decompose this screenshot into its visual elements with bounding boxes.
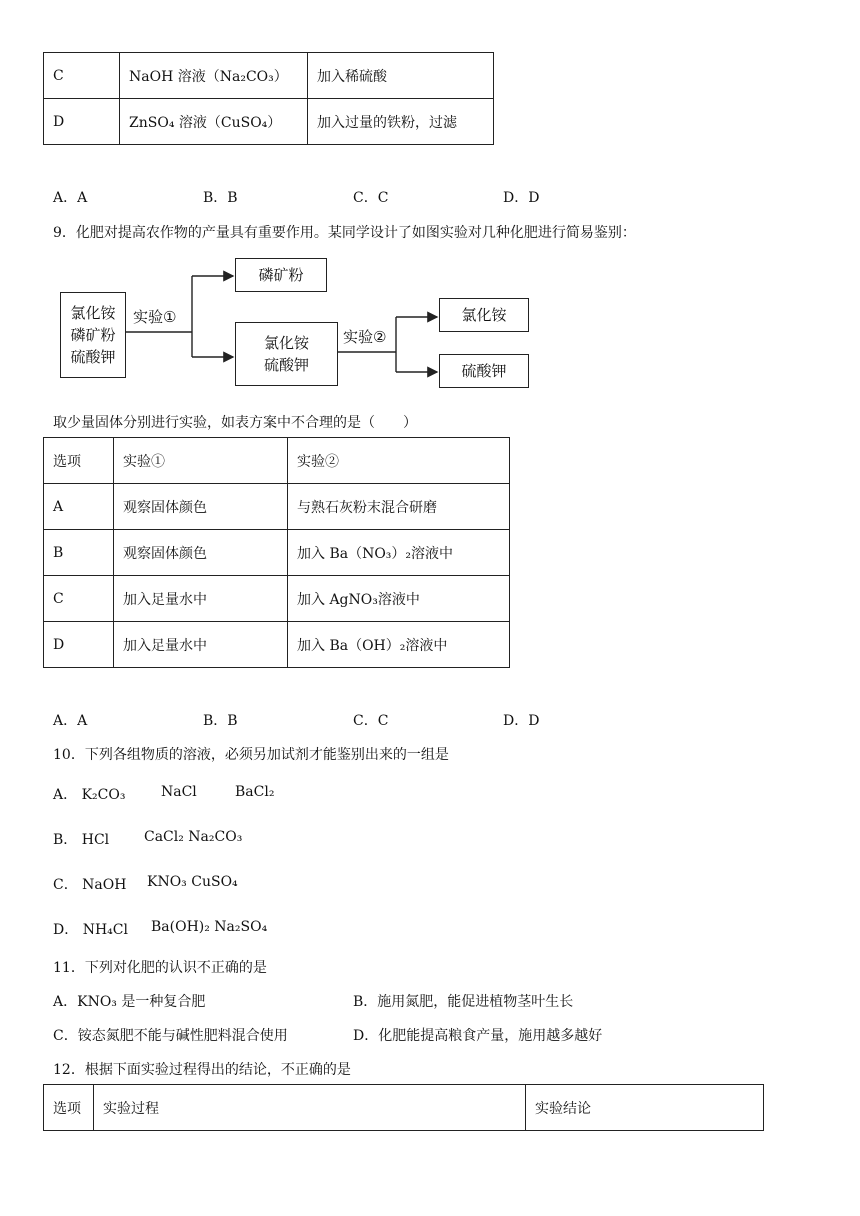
- table-cell: C: [44, 576, 114, 622]
- flow-start-line: 氯化铵: [70, 304, 116, 322]
- q8-table: [43, 52, 494, 145]
- table-header: 实验①: [114, 438, 288, 484]
- table-cell: NaOH 溶液（Na₂CO₃）: [120, 53, 308, 99]
- q9-option-d: D．D: [503, 713, 540, 729]
- q10-option-c: [53, 874, 126, 894]
- q10-option-d-item: Ba(OH)₂ Na₂SO₄: [151, 919, 268, 935]
- q11-option-c: C．铵态氮肥不能与碱性肥料混合使用: [53, 1028, 288, 1044]
- q8-option-d: D．D: [503, 190, 540, 206]
- q10-stem: 10．下列各组物质的溶液，必须另加试剂才能鉴别出来的一组是: [53, 747, 449, 763]
- flow-middle-line: 硫酸钾: [263, 356, 309, 374]
- q10-option-a-item: NaCl: [161, 784, 197, 800]
- table-cell: ZnSO₄ 溶液（CuSO₄）: [120, 99, 308, 145]
- q8-option-b: B．B: [203, 190, 238, 206]
- option-letter: C．: [53, 877, 78, 893]
- q10-option-c-item: KNO₃ CuSO₄: [147, 874, 238, 890]
- q11-option-d: D．化肥能提高粮食产量，施用越多越好: [353, 1028, 603, 1044]
- table-cell: C: [44, 53, 120, 99]
- table-cell: A: [44, 484, 114, 530]
- table-cell: D: [44, 622, 114, 668]
- q11-stem: 11．下列对化肥的认识不正确的是: [53, 960, 267, 976]
- option-item: NaOH: [82, 877, 127, 893]
- option-item: K₂CO₃: [81, 787, 126, 803]
- q10-option-a: [53, 784, 125, 804]
- flow-out-bottom-box: [439, 354, 529, 388]
- flow-out-top-label: 氯化铵: [461, 306, 507, 324]
- q9-question: 取少量固体分别进行实验，如表方案中不合理的是（ ）: [53, 415, 417, 431]
- table-cell: B: [44, 530, 114, 576]
- flow-exp1-top-label: 磷矿粉: [258, 266, 304, 284]
- table-cell: 与熟石灰粉末混合研磨: [288, 484, 510, 530]
- q12-table: [43, 1084, 764, 1131]
- option-letter: B．: [53, 832, 78, 848]
- flow-out-bottom-label: 硫酸钾: [461, 362, 507, 380]
- table-cell: 加入足量水中: [114, 622, 288, 668]
- option-item: HCl: [81, 832, 110, 848]
- q9-stem: 9．化肥对提高农作物的产量具有重要作用。某同学设计了如图实验对几种化肥进行简易鉴别：: [53, 225, 636, 241]
- q9-option-c: C．C: [353, 713, 389, 729]
- q8-option-a: A．A: [53, 190, 88, 206]
- table-cell: 观察固体颜色: [114, 530, 288, 576]
- option-letter: D．: [53, 922, 79, 938]
- table-cell: 加入 AgNO₃溶液中: [288, 576, 510, 622]
- flow-middle-line: 氯化铵: [263, 334, 309, 352]
- option-letter: A．: [53, 787, 78, 803]
- table-cell: 加入 Ba（NO₃）₂溶液中: [288, 530, 510, 576]
- table-cell: 加入过量的铁粉，过滤: [308, 99, 494, 145]
- flow-exp1-top-box: [235, 258, 327, 292]
- flow-exp2-label: 实验②: [343, 328, 387, 346]
- flow-exp1-label: 实验①: [133, 308, 177, 326]
- q10-option-b: [53, 829, 109, 849]
- table-header: 实验结论: [526, 1085, 764, 1131]
- q11-option-a: A．KNO₃ 是一种复合肥: [53, 994, 206, 1010]
- q10-option-a-item: BaCl₂: [235, 784, 275, 800]
- flow-start-line: 硫酸钾: [70, 348, 116, 366]
- flow-middle-box: [235, 322, 338, 386]
- option-item: NH₄Cl: [82, 922, 128, 938]
- flow-out-top-box: [439, 298, 529, 332]
- table-header: 选项: [44, 438, 114, 484]
- table-header: 实验②: [288, 438, 510, 484]
- q9-option-a: A．A: [53, 713, 88, 729]
- flow-start-box: [60, 292, 126, 378]
- table-cell: 观察固体颜色: [114, 484, 288, 530]
- q11-option-b: B．施用氮肥，能促进植物茎叶生长: [353, 994, 574, 1010]
- q9-option-b: B．B: [203, 713, 238, 729]
- table-cell: 加入足量水中: [114, 576, 288, 622]
- q9-table: [43, 437, 510, 668]
- flow-start-line: 磷矿粉: [70, 326, 116, 344]
- table-cell: 加入 Ba（OH）₂溶液中: [288, 622, 510, 668]
- q8-option-c: C．C: [353, 190, 389, 206]
- q10-option-b-item: CaCl₂ Na₂CO₃: [144, 829, 243, 845]
- q10-option-d: [53, 919, 128, 939]
- table-cell: 加入稀硫酸: [308, 53, 494, 99]
- q12-stem: 12．根据下面实验过程得出的结论，不正确的是: [53, 1062, 351, 1078]
- table-header: 实验过程: [94, 1085, 526, 1131]
- table-header: 选项: [44, 1085, 94, 1131]
- table-cell: D: [44, 99, 120, 145]
